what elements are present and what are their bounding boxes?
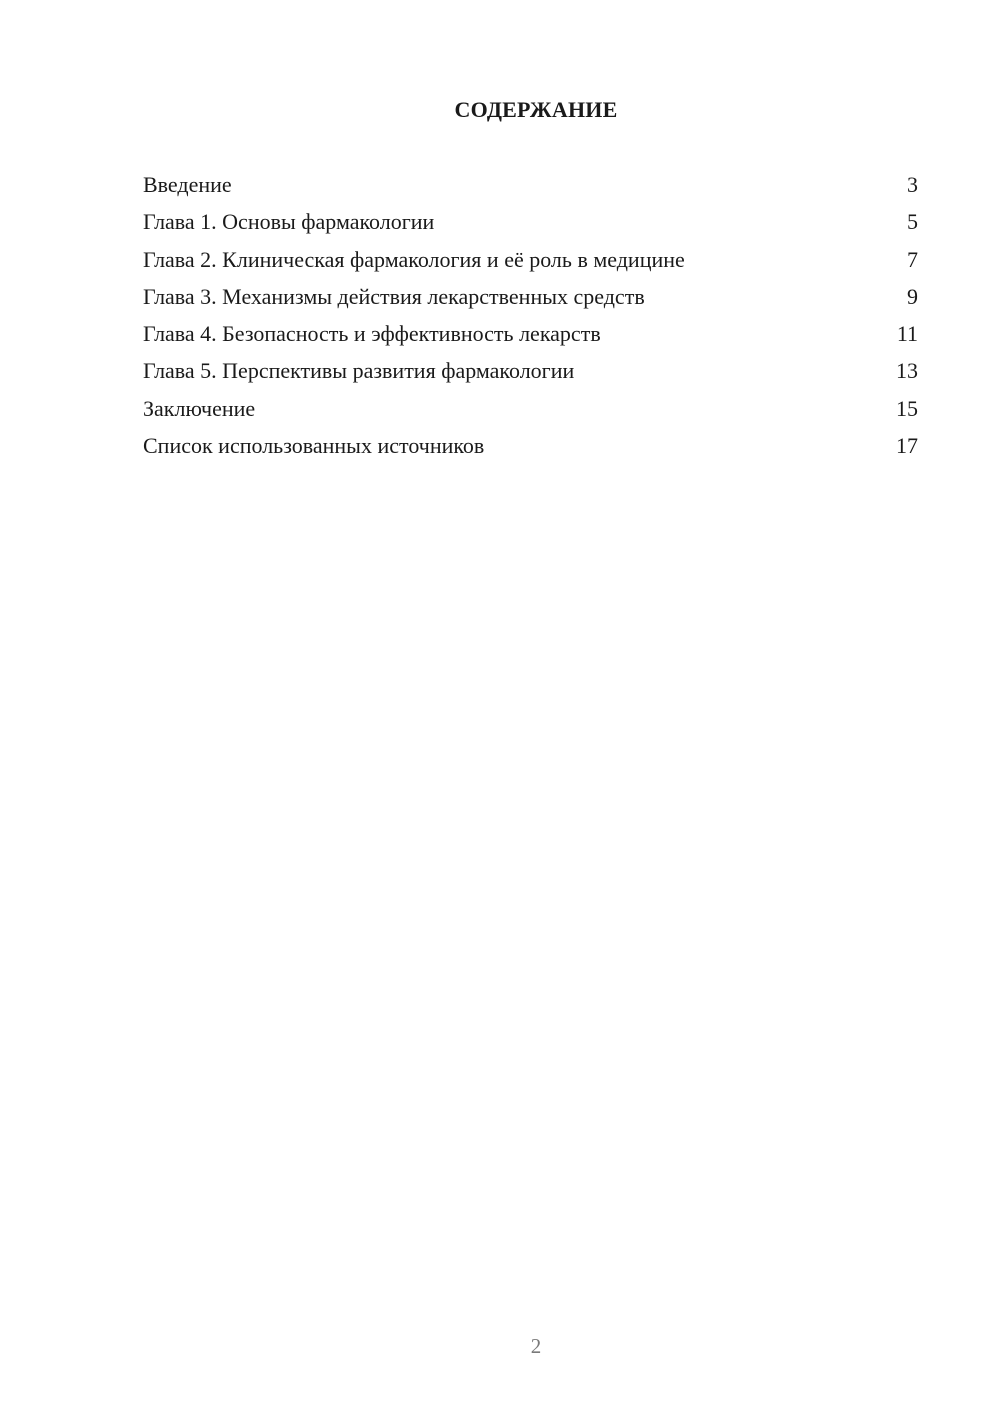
toc-entry-title: Заключение bbox=[143, 395, 256, 421]
toc-entry-title: Глава 2. Клиническая фармакология и её роль в медицине bbox=[143, 246, 685, 272]
toc-entry-page: 3 bbox=[907, 172, 918, 197]
toc-entry-chapter-3 bbox=[143, 278, 918, 315]
toc-entry-chapter-4 bbox=[143, 315, 918, 352]
toc-entry-title: Список использованных источников bbox=[143, 433, 485, 459]
toc-entry-page: 15 bbox=[896, 395, 918, 421]
toc-entry-page: 13 bbox=[896, 358, 918, 384]
toc-entry-page: 5 bbox=[907, 209, 918, 235]
toc-entry-page: 11 bbox=[896, 321, 918, 347]
toc-entry-chapter-5 bbox=[143, 352, 918, 389]
toc-entry-title: Глава 3. Механизмы действия лекарственных средств bbox=[143, 283, 645, 309]
toc-entry-chapter-1 bbox=[143, 203, 918, 240]
toc-entry-page: 17 bbox=[896, 433, 918, 459]
toc-entry-conclusion bbox=[143, 390, 918, 427]
page-title: СОДЕРЖАНИЕ bbox=[454, 97, 618, 122]
toc-entry-title: Глава 5. Перспективы развития фармакологии bbox=[143, 358, 575, 384]
toc-entry-title: Глава 1. Основы фармакологии bbox=[143, 209, 435, 235]
page-number: 2 bbox=[530, 1334, 542, 1358]
toc-entry-chapter-2 bbox=[143, 241, 918, 278]
toc-entry-title: Введение bbox=[143, 172, 232, 197]
toc-entry-page: 7 bbox=[907, 246, 918, 272]
toc-entry-references bbox=[143, 427, 918, 464]
toc-entry-page: 9 bbox=[907, 283, 918, 309]
table-of-contents bbox=[143, 166, 918, 464]
toc-entry-introduction bbox=[143, 166, 918, 203]
toc-entry-title: Глава 4. Безопасность и эффективность лекарств bbox=[143, 321, 601, 347]
